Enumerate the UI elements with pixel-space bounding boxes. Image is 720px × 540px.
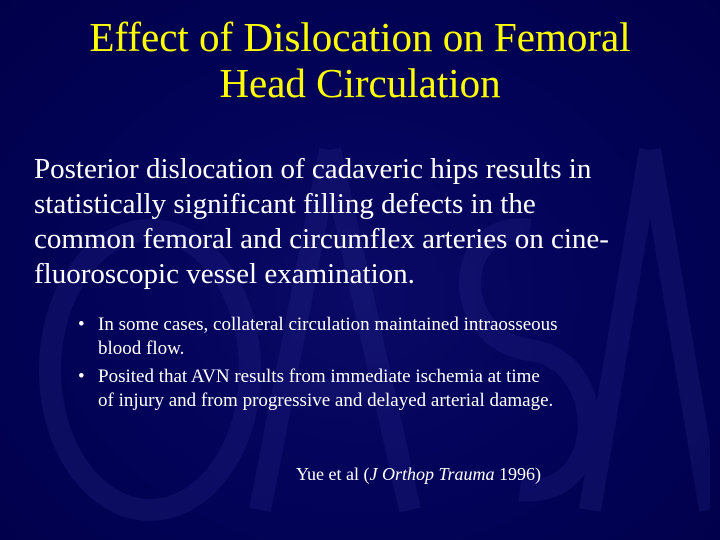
bullet-icon: • — [78, 314, 85, 335]
citation — [296, 462, 696, 486]
citation-journal: J Orthop Trauma — [369, 464, 495, 484]
bullet-list — [78, 313, 698, 417]
bullet-item — [78, 313, 698, 361]
main-line: fluoroscopic vessel examination. — [34, 258, 415, 290]
bullet-text-line: of injury and from progressive and delayed arterial damage. — [98, 390, 554, 411]
title-line-2: Head Circulation — [219, 60, 501, 106]
bullet-text-line: In some cases, collateral circulation maintained intraosseous — [98, 314, 558, 335]
citation-authors: Yue et al ( — [296, 464, 370, 484]
bullet-text-line: blood flow. — [98, 338, 185, 359]
slide-title — [20, 14, 700, 106]
main-line: statistically significant filling defects in the — [34, 188, 536, 220]
bullet-item — [78, 365, 698, 413]
main-paragraph — [34, 152, 684, 292]
bullet-icon: • — [78, 366, 85, 387]
bullet-text-line: Posited that AVN results from immediate ischemia at time — [98, 366, 540, 387]
main-line: common femoral and circumflex arteries on cine- — [34, 223, 609, 255]
citation-year: 1996) — [494, 464, 541, 484]
main-line: Posterior dislocation of cadaveric hips results in — [34, 153, 592, 185]
title-line-1: Effect of Dislocation on Femoral — [89, 14, 631, 60]
